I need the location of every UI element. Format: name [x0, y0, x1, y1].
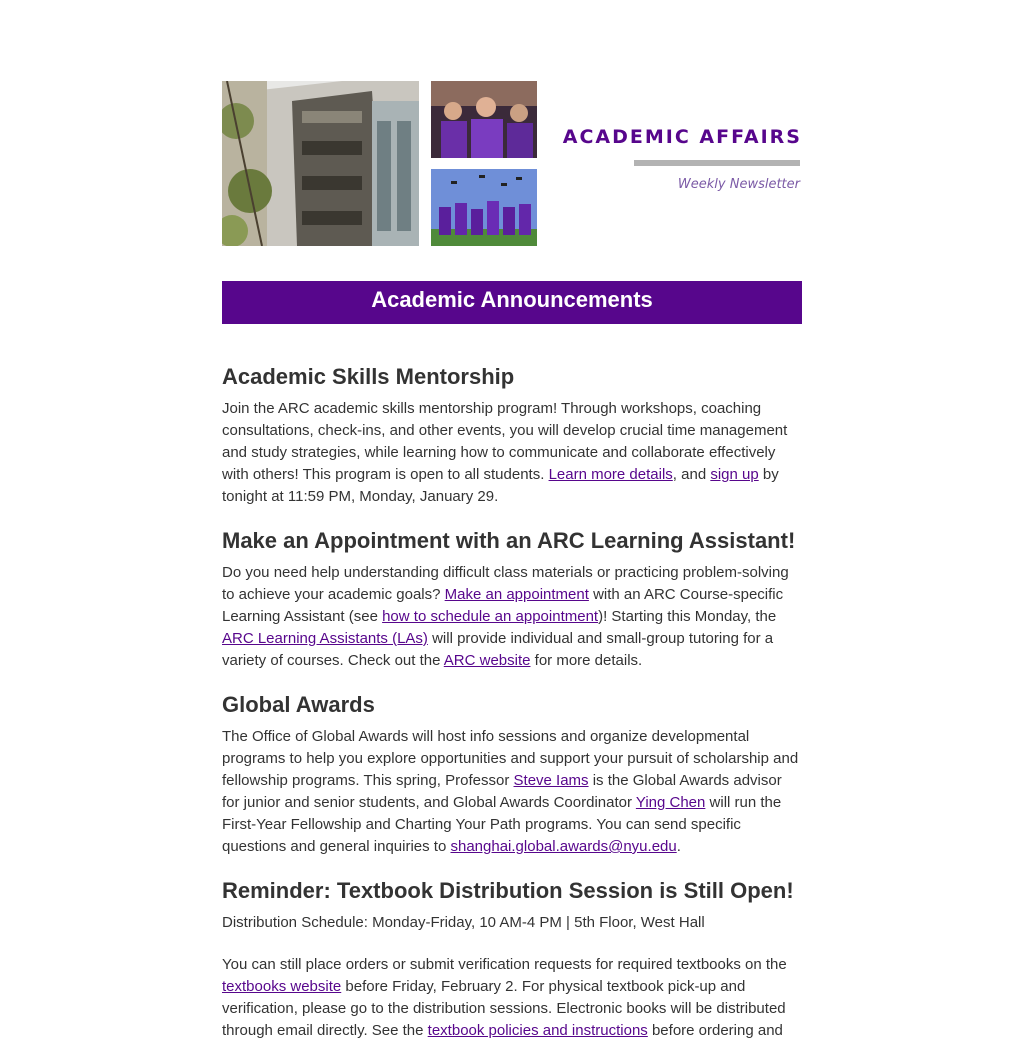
global-awards-email-link[interactable]: shanghai.global.awards@nyu.edu: [450, 838, 677, 855]
brand-title: ACADEMIC AFFAIRS: [562, 126, 802, 148]
sign-up-link[interactable]: sign up: [710, 466, 759, 483]
learn-more-link[interactable]: Learn more details: [548, 466, 673, 483]
article-learning-assistant: [222, 526, 802, 672]
graduates-photo: [431, 169, 537, 246]
article-title: Make an Appointment with an ARC Learning Assistant!: [222, 528, 796, 553]
arc-website-link[interactable]: ARC website: [443, 652, 531, 669]
textbooks-website-link[interactable]: textbooks website: [222, 978, 342, 995]
article-list: [222, 362, 802, 1060]
article-body: Do you need help understanding difficult class materials or practicing problem-solving to achieve your academic goals? Make an appointment with an ARC Course-specific Learning Assistant (see how to schedule an appointment)! Starting this Monday, the ARC Learning Assistants (LAs) will provide individual and small-group tutoring for a variety of courses. Check out the ARC website for more details.: [222, 564, 789, 669]
article-mentorship: [222, 362, 802, 508]
students-photo: [431, 81, 537, 158]
distribution-schedule: Distribution Schedule: Monday-Friday, 10 AM-4 PM | 5th Floor, West Hall: [222, 914, 705, 931]
arc-las-link[interactable]: ARC Learning Assistants (LAs): [222, 630, 428, 647]
article-global-awards: [222, 690, 802, 858]
article-body: Join the ARC academic skills mentorship program! Through workshops, coaching consultations, check-ins, and other events, you will develop crucial time management and study strategies, while learning how to communicate and collaborate effectively with others! This program is open to all students. Learn more details, and sign up by tonight at 11:59 PM, Monday, January 29.: [222, 400, 788, 505]
article-title: Academic Skills Mentorship: [222, 364, 515, 389]
textbook-policies-link[interactable]: textbook policies and instructions: [427, 1022, 648, 1039]
article-body: The Office of Global Awards will host info sessions and organize developmental programs to help you explore opportunities and support your pursuit of scholarship and fellowship programs. This spring, Professor Steve Iams is the Global Awards advisor for junior and senior students, and Global Awards Coordinator Ying Chen will run the First-Year Fellowship and Charting Your Path programs. You can send specific questions and general inquiries to shanghai.global.awards@nyu.edu.: [222, 728, 799, 855]
schedule-howto-link[interactable]: how to schedule an appointment: [382, 608, 599, 625]
article-textbook-reminder: [222, 876, 802, 1042]
building-photo: [222, 81, 419, 246]
ying-chen-link[interactable]: Ying Chen: [635, 794, 706, 811]
article-title: Reminder: Textbook Distribution Session is Still Open!: [222, 878, 794, 903]
article-title: Global Awards: [222, 692, 375, 717]
make-appointment-link[interactable]: Make an appointment: [444, 586, 589, 603]
brand-divider: [634, 160, 800, 166]
section-header: Academic Announcements: [222, 281, 802, 324]
header-banner: [222, 81, 802, 246]
brand-subtitle: Weekly Newsletter: [677, 177, 800, 192]
steve-iams-link[interactable]: Steve Iams: [513, 772, 589, 789]
article-body: You can still place orders or submit verification requests for required textbooks on the textbooks website before Friday, February 2. For physical textbook pick-up and verification, please go to the distribution sessions. Electronic books will be distributed through email directly. See the textbook policies and instructions before ordering and: [222, 956, 787, 1039]
